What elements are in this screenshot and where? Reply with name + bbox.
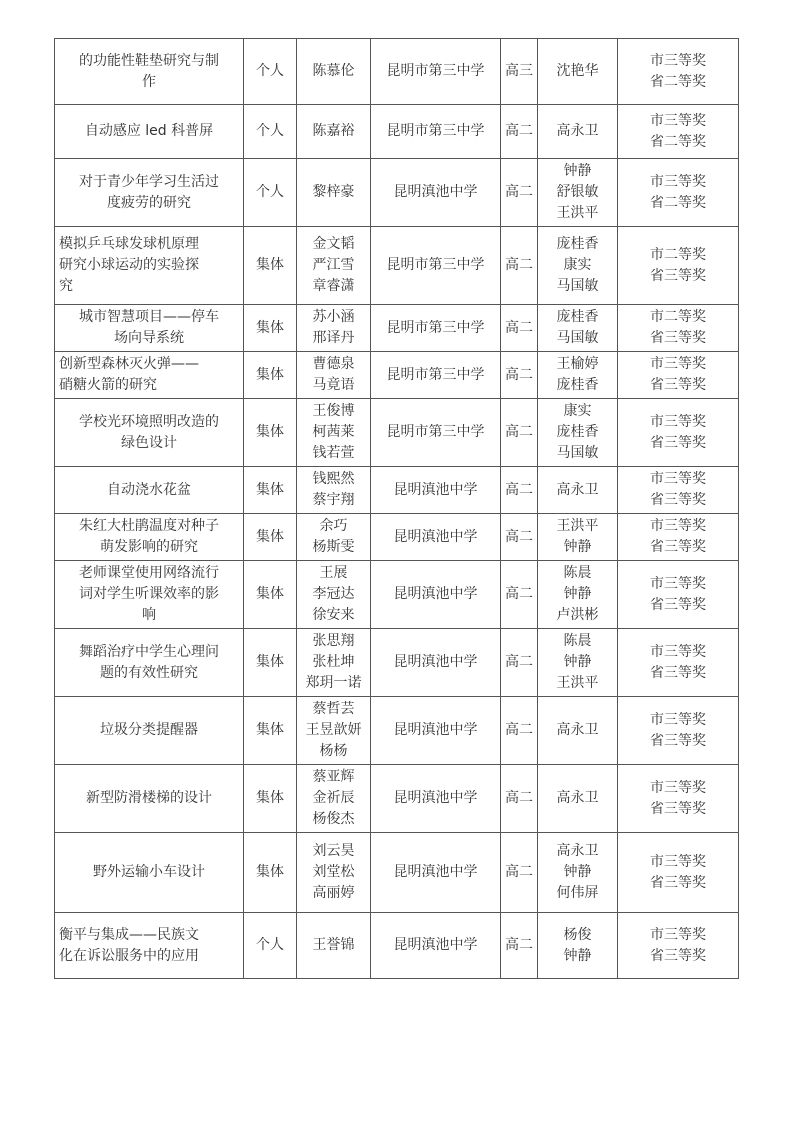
teachers-cell bbox=[538, 561, 618, 629]
entry-type-cell: 个人 bbox=[244, 39, 297, 105]
teachers-cell bbox=[538, 159, 618, 227]
awards-cell-line: 省三等奖 bbox=[650, 267, 706, 284]
project-name-cell bbox=[55, 697, 244, 765]
project-name-cell-line: 城市智慧项目——停车 bbox=[79, 309, 219, 325]
teachers-cell-line: 钟静 bbox=[563, 586, 592, 602]
project-name-cell-line: 响 bbox=[142, 607, 156, 623]
teachers-cell bbox=[538, 765, 618, 833]
awards-cell bbox=[618, 399, 739, 467]
project-name-cell-line: 的功能性鞋垫研究与制 bbox=[79, 52, 219, 69]
entry-type-cell: 集体 bbox=[244, 399, 297, 467]
project-name-cell-line: 硝糖火箭的研究 bbox=[59, 377, 157, 393]
school-cell: 昆明滇池中学 bbox=[371, 561, 501, 629]
students-cell bbox=[297, 467, 371, 514]
teachers-cell-line: 高永卫 bbox=[556, 481, 599, 498]
students-cell-line: 柯茜莱 bbox=[312, 424, 355, 440]
teachers-cell bbox=[538, 697, 618, 765]
teachers-cell-line: 王洪平 bbox=[556, 518, 599, 534]
students-cell-line: 徐安来 bbox=[312, 607, 355, 623]
awards-cell-line: 市三等奖 bbox=[650, 575, 706, 592]
awards-cell-line: 市三等奖 bbox=[650, 711, 706, 728]
project-name-cell-line: 野外运输小车设计 bbox=[93, 864, 205, 880]
grade-cell: 高二 bbox=[501, 352, 538, 399]
entry-type-cell: 集体 bbox=[244, 514, 297, 561]
school-cell: 昆明市第三中学 bbox=[371, 227, 501, 305]
entry-type-cell: 集体 bbox=[244, 305, 297, 352]
teachers-cell bbox=[538, 352, 618, 399]
teachers-cell-line: 马国敏 bbox=[556, 445, 599, 461]
awards-cell bbox=[618, 352, 739, 399]
students-cell bbox=[297, 913, 371, 979]
project-name-cell-line: 词对学生听课效率的影 bbox=[79, 586, 219, 602]
entry-type-cell: 集体 bbox=[244, 467, 297, 514]
project-name-cell bbox=[55, 561, 244, 629]
awards-cell bbox=[618, 467, 739, 514]
awards-cell-line: 市三等奖 bbox=[650, 471, 706, 487]
awards-cell-line: 市三等奖 bbox=[650, 52, 706, 69]
project-name-cell bbox=[55, 467, 244, 514]
students-cell bbox=[297, 305, 371, 352]
entry-type-cell: 个人 bbox=[244, 913, 297, 979]
awards-cell-line: 省三等奖 bbox=[650, 492, 706, 508]
awards-cell-line: 省三等奖 bbox=[650, 539, 706, 555]
table-row bbox=[55, 159, 739, 227]
school-cell: 昆明滇池中学 bbox=[371, 159, 501, 227]
teachers-cell-line: 陈晨 bbox=[563, 565, 592, 581]
students-cell-line: 严江雪 bbox=[312, 257, 355, 273]
entry-type-cell: 集体 bbox=[244, 833, 297, 913]
project-name-cell bbox=[55, 913, 244, 979]
teachers-cell-line: 马国敏 bbox=[556, 278, 599, 294]
awards-cell-line: 省三等奖 bbox=[650, 664, 706, 681]
teachers-cell bbox=[538, 629, 618, 697]
school-cell: 昆明滇池中学 bbox=[371, 833, 501, 913]
project-name-cell-line: 垃圾分类提醒器 bbox=[100, 722, 198, 738]
awards-cell-line: 省三等奖 bbox=[650, 596, 706, 613]
project-name-cell-line: 老师课堂使用网络流行 bbox=[79, 565, 219, 581]
awards-cell bbox=[618, 629, 739, 697]
teachers-cell-line: 庞桂香 bbox=[556, 236, 599, 252]
teachers-cell-line: 王榆婷 bbox=[556, 356, 599, 372]
awards-cell-line: 省二等奖 bbox=[650, 133, 706, 150]
grade-cell: 高二 bbox=[501, 305, 538, 352]
project-name-cell-line: 对于青少年学习生活过 bbox=[79, 173, 219, 190]
school-cell: 昆明市第三中学 bbox=[371, 352, 501, 399]
awards-cell-line: 市三等奖 bbox=[650, 518, 706, 534]
students-cell bbox=[297, 399, 371, 467]
students-cell-line: 蔡哲芸 bbox=[312, 701, 355, 717]
grade-cell: 高二 bbox=[501, 105, 538, 159]
teachers-cell-line: 舒银敏 bbox=[556, 184, 599, 200]
school-cell: 昆明市第三中学 bbox=[371, 39, 501, 105]
students-cell-line: 李冠达 bbox=[312, 586, 355, 602]
project-name-cell-line: 新型防滑楼梯的设计 bbox=[86, 790, 212, 806]
table-row bbox=[55, 561, 739, 629]
awards-cell bbox=[618, 514, 739, 561]
students-cell-line: 苏小涵 bbox=[312, 309, 355, 325]
school-cell: 昆明滇池中学 bbox=[371, 467, 501, 514]
entry-type-cell: 集体 bbox=[244, 561, 297, 629]
students-cell bbox=[297, 561, 371, 629]
grade-cell: 高二 bbox=[501, 697, 538, 765]
school-cell: 昆明市第三中学 bbox=[371, 305, 501, 352]
teachers-cell-line: 何伟屏 bbox=[556, 885, 599, 901]
school-cell: 昆明滇池中学 bbox=[371, 913, 501, 979]
students-cell-line: 杨斯雯 bbox=[312, 539, 355, 555]
awards-cell-line: 市三等奖 bbox=[650, 413, 706, 430]
awards-cell-line: 省三等奖 bbox=[650, 800, 706, 817]
teachers-cell-line: 庞桂香 bbox=[556, 377, 599, 393]
students-cell bbox=[297, 514, 371, 561]
project-name-cell bbox=[55, 399, 244, 467]
teachers-cell-line: 王洪平 bbox=[556, 205, 599, 221]
project-name-cell-line: 化在诉讼服务中的应用 bbox=[59, 947, 199, 964]
grade-cell: 高二 bbox=[501, 399, 538, 467]
teachers-cell-line: 康实 bbox=[563, 257, 592, 273]
page-bottom-clip bbox=[0, 1084, 793, 1122]
project-name-cell bbox=[55, 629, 244, 697]
project-name-cell-line: 舞蹈治疗中学生心理问 bbox=[79, 643, 219, 660]
teachers-cell-line: 钟静 bbox=[563, 864, 592, 880]
project-name-cell-line: 作 bbox=[142, 73, 156, 90]
students-cell-line: 钱若萱 bbox=[312, 445, 355, 461]
students-cell-line: 杨杨 bbox=[319, 743, 348, 759]
awards-cell bbox=[618, 305, 739, 352]
teachers-cell bbox=[538, 833, 618, 913]
project-name-cell-line: 场向导系统 bbox=[114, 330, 184, 346]
school-cell: 昆明滇池中学 bbox=[371, 697, 501, 765]
teachers-cell-line: 高永卫 bbox=[556, 123, 599, 139]
table-row bbox=[55, 913, 739, 979]
students-cell-line: 王展 bbox=[319, 565, 348, 581]
students-cell-line: 黎梓豪 bbox=[312, 184, 355, 200]
project-name-cell-line: 题的有效性研究 bbox=[100, 664, 198, 681]
students-cell-line: 章睿潇 bbox=[312, 278, 355, 294]
project-name-cell-line: 朱红大杜鹃温度对种子 bbox=[79, 518, 219, 534]
teachers-cell-line: 卢洪彬 bbox=[556, 607, 599, 623]
teachers-cell bbox=[538, 105, 618, 159]
teachers-cell-line: 高永卫 bbox=[556, 722, 599, 738]
project-name-cell bbox=[55, 39, 244, 105]
teachers-cell bbox=[538, 305, 618, 352]
project-name-cell-line: 学校光环境照明改造的 bbox=[79, 413, 219, 430]
grade-cell: 高二 bbox=[501, 514, 538, 561]
entry-type-cell: 集体 bbox=[244, 227, 297, 305]
students-cell-line: 蔡亚辉 bbox=[312, 769, 355, 785]
awards-cell-line: 市三等奖 bbox=[650, 173, 706, 190]
entry-type-cell: 个人 bbox=[244, 159, 297, 227]
project-name-cell bbox=[55, 227, 244, 305]
students-cell bbox=[297, 765, 371, 833]
project-name-cell-line: 衡平与集成——民族文 bbox=[59, 926, 199, 943]
teachers-cell-line: 庞桂香 bbox=[556, 424, 599, 440]
table-row bbox=[55, 833, 739, 913]
teachers-cell-line: 钟静 bbox=[563, 539, 592, 555]
project-name-cell bbox=[55, 833, 244, 913]
table-row bbox=[55, 514, 739, 561]
grade-cell: 高二 bbox=[501, 561, 538, 629]
awards-cell bbox=[618, 105, 739, 159]
school-cell: 昆明市第三中学 bbox=[371, 105, 501, 159]
students-cell-line: 陈慕伦 bbox=[312, 63, 355, 79]
students-cell bbox=[297, 39, 371, 105]
awards-cell-line: 省三等奖 bbox=[650, 377, 706, 393]
teachers-cell bbox=[538, 39, 618, 105]
project-name-cell-line: 绿色设计 bbox=[121, 434, 177, 451]
project-name-cell-line: 究 bbox=[59, 278, 73, 294]
awards-cell bbox=[618, 697, 739, 765]
teachers-cell bbox=[538, 399, 618, 467]
awards-cell-line: 市三等奖 bbox=[650, 853, 706, 870]
award-table bbox=[54, 38, 739, 979]
table-row bbox=[55, 105, 739, 159]
teachers-cell-line: 钟静 bbox=[563, 163, 592, 179]
awards-cell-line: 省三等奖 bbox=[650, 434, 706, 451]
students-cell-line: 余巧 bbox=[319, 518, 348, 534]
awards-cell-line: 省二等奖 bbox=[650, 73, 706, 90]
students-cell-line: 刘云昊 bbox=[312, 843, 355, 859]
students-cell-line: 刘堂松 bbox=[312, 864, 355, 880]
teachers-cell-line: 钟静 bbox=[563, 654, 592, 670]
table-row bbox=[55, 765, 739, 833]
grade-cell: 高二 bbox=[501, 833, 538, 913]
project-name-cell bbox=[55, 159, 244, 227]
table-row bbox=[55, 697, 739, 765]
awards-cell-line: 市二等奖 bbox=[650, 309, 706, 325]
project-name-cell bbox=[55, 514, 244, 561]
project-name-cell-line: 研究小球运动的实验探 bbox=[59, 257, 199, 273]
table-row bbox=[55, 399, 739, 467]
awards-cell-line: 市三等奖 bbox=[650, 643, 706, 660]
students-cell-line: 钱熙然 bbox=[312, 471, 355, 487]
students-cell-line: 王昱歆妍 bbox=[305, 722, 362, 738]
teachers-cell-line: 杨俊 bbox=[563, 926, 592, 943]
project-name-cell-line: 自动浇水花盆 bbox=[107, 481, 191, 498]
grade-cell: 高二 bbox=[501, 765, 538, 833]
project-name-cell-line: 创新型森林灭火弹—— bbox=[59, 356, 199, 372]
students-cell-line: 张思翔 bbox=[312, 633, 355, 649]
project-name-cell bbox=[55, 305, 244, 352]
awards-cell bbox=[618, 227, 739, 305]
students-cell-line: 杨俊杰 bbox=[312, 811, 355, 827]
table-row bbox=[55, 352, 739, 399]
students-cell-line: 曹德泉 bbox=[312, 356, 355, 372]
students-cell-line: 张杜坤 bbox=[312, 654, 355, 670]
students-cell-line: 王俊博 bbox=[312, 403, 355, 419]
awards-cell-line: 市二等奖 bbox=[650, 246, 706, 263]
table-row bbox=[55, 629, 739, 697]
teachers-cell-line: 高永卫 bbox=[556, 790, 599, 806]
project-name-cell bbox=[55, 765, 244, 833]
project-name-cell bbox=[55, 105, 244, 159]
awards-cell-line: 市三等奖 bbox=[650, 112, 706, 129]
students-cell bbox=[297, 833, 371, 913]
students-cell-line: 马竟语 bbox=[312, 377, 355, 393]
grade-cell: 高二 bbox=[501, 159, 538, 227]
table-row bbox=[55, 467, 739, 514]
grade-cell: 高二 bbox=[501, 467, 538, 514]
teachers-cell-line: 陈晨 bbox=[563, 633, 592, 649]
school-cell: 昆明滇池中学 bbox=[371, 514, 501, 561]
project-name-cell-line: 自动感应 led 科普屏 bbox=[84, 123, 214, 139]
grade-cell: 高三 bbox=[501, 39, 538, 105]
awards-cell-line: 省三等奖 bbox=[650, 732, 706, 749]
grade-cell: 高二 bbox=[501, 227, 538, 305]
students-cell bbox=[297, 629, 371, 697]
page-top-clip bbox=[54, 0, 740, 38]
teachers-cell-line: 沈艳华 bbox=[556, 63, 599, 79]
students-cell-line: 王誉锦 bbox=[312, 937, 355, 953]
teachers-cell bbox=[538, 467, 618, 514]
grade-cell: 高二 bbox=[501, 629, 538, 697]
award-table-body bbox=[55, 39, 739, 979]
students-cell bbox=[297, 697, 371, 765]
awards-cell bbox=[618, 913, 739, 979]
school-cell: 昆明滇池中学 bbox=[371, 765, 501, 833]
awards-cell bbox=[618, 561, 739, 629]
awards-cell-line: 省三等奖 bbox=[650, 330, 706, 346]
students-cell bbox=[297, 105, 371, 159]
table-row bbox=[55, 39, 739, 105]
teachers-cell-line: 康实 bbox=[563, 403, 592, 419]
teachers-cell-line: 马国敏 bbox=[556, 330, 599, 346]
school-cell: 昆明市第三中学 bbox=[371, 399, 501, 467]
teachers-cell bbox=[538, 227, 618, 305]
entry-type-cell: 集体 bbox=[244, 765, 297, 833]
entry-type-cell: 集体 bbox=[244, 697, 297, 765]
students-cell-line: 金文韬 bbox=[312, 236, 355, 252]
project-name-cell bbox=[55, 352, 244, 399]
project-name-cell-line: 萌发影响的研究 bbox=[100, 539, 198, 555]
awards-cell bbox=[618, 39, 739, 105]
awards-cell-line: 市三等奖 bbox=[650, 779, 706, 796]
students-cell-line: 陈嘉裕 bbox=[312, 123, 355, 139]
table-row bbox=[55, 227, 739, 305]
awards-cell bbox=[618, 159, 739, 227]
awards-cell-line: 省三等奖 bbox=[650, 947, 706, 964]
teachers-cell-line: 庞桂香 bbox=[556, 309, 599, 325]
teachers-cell-line: 钟静 bbox=[563, 947, 592, 964]
students-cell-line: 蔡宇翔 bbox=[312, 492, 355, 508]
award-table-page bbox=[54, 38, 738, 979]
entry-type-cell: 个人 bbox=[244, 105, 297, 159]
awards-cell-line: 市三等奖 bbox=[650, 356, 706, 372]
awards-cell bbox=[618, 765, 739, 833]
teachers-cell-line: 王洪平 bbox=[556, 675, 599, 691]
project-name-cell-line: 度疲劳的研究 bbox=[107, 194, 191, 211]
teachers-cell-line: 高永卫 bbox=[556, 843, 599, 859]
project-name-cell-line: 模拟乒乓球发球机原理 bbox=[59, 236, 199, 252]
students-cell bbox=[297, 227, 371, 305]
entry-type-cell: 集体 bbox=[244, 629, 297, 697]
grade-cell: 高二 bbox=[501, 913, 538, 979]
entry-type-cell: 集体 bbox=[244, 352, 297, 399]
table-row bbox=[55, 305, 739, 352]
students-cell bbox=[297, 159, 371, 227]
teachers-cell bbox=[538, 514, 618, 561]
awards-cell-line: 市三等奖 bbox=[650, 926, 706, 943]
awards-cell bbox=[618, 833, 739, 913]
students-cell-line: 郑玥一诺 bbox=[305, 675, 362, 691]
awards-cell-line: 省三等奖 bbox=[650, 874, 706, 891]
students-cell-line: 邢译丹 bbox=[312, 330, 355, 346]
awards-cell-line: 省二等奖 bbox=[650, 194, 706, 211]
teachers-cell bbox=[538, 913, 618, 979]
students-cell-line: 高丽婷 bbox=[312, 885, 355, 901]
school-cell: 昆明滇池中学 bbox=[371, 629, 501, 697]
students-cell-line: 金祈辰 bbox=[312, 790, 355, 806]
students-cell bbox=[297, 352, 371, 399]
